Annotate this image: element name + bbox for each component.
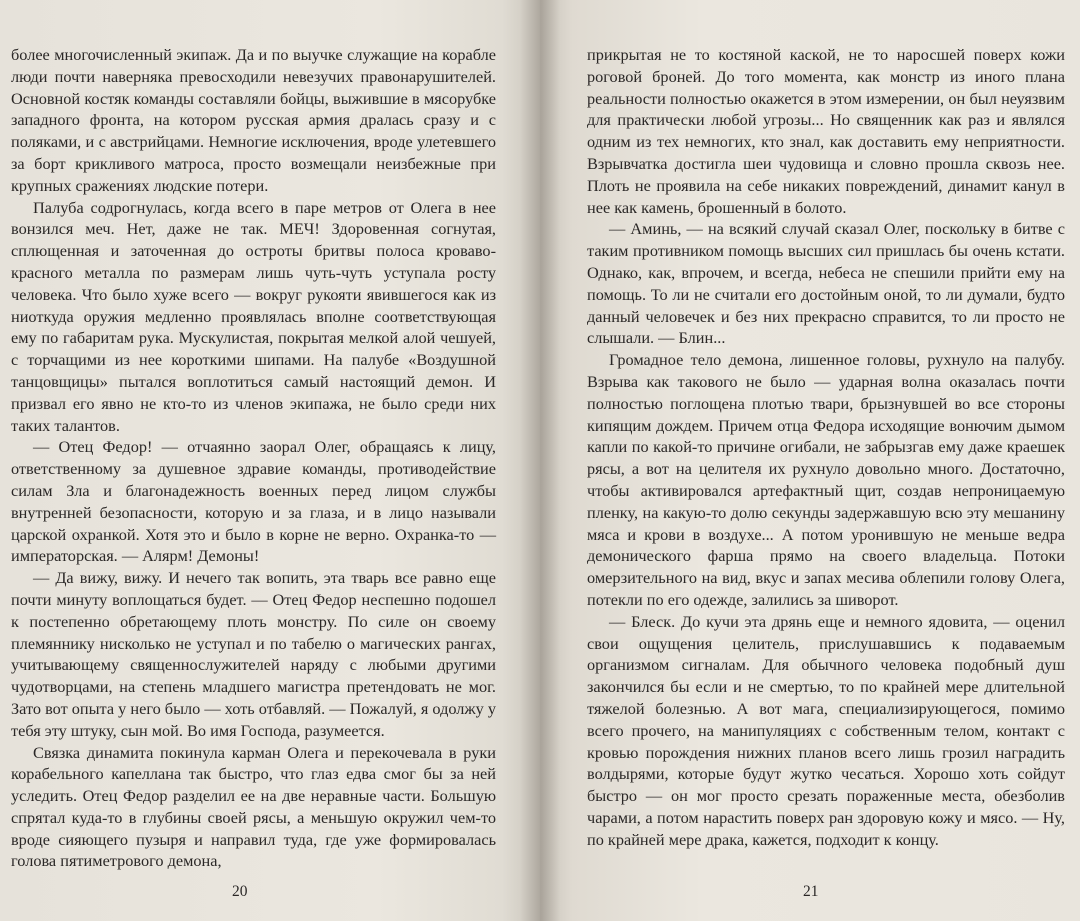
- right-page: [540, 0, 1080, 921]
- page-number-right: 21: [803, 883, 819, 900]
- paragraph: Громадное тело демона, лишенное головы, рухнуло на палубу. Взрыва как такового не было — ударная волна оказалась почти полностью поглощена плотью твари, брызнувшей во все стороны кипящим дождем. Причем отца Федора исходящие вонючим дымом капли по какой-то причине огибали, не забрызгав ему даже краешек рясы, а вот на целителя их рухнуло довольно много. Достаточно, чтобы активировался артефактный щит, создав непроницаемую пленку, на какую-то долю секунды задержавшую всю эту мешанину мяса и крови в воздухе... А потом уронившую не меньше ведра демонического фарша прямо на своего владельца. Потоки омерзительного на вид, вкус и запах месива облепили голову Олега, потекли по его одежде, залились за шиворот.: [587, 350, 1065, 609]
- paragraph: — Да вижу, вижу. И нечего так вопить, эта тварь все равно еще почти минуту воплощаться будет. — Отец Федор неспешно подошел к постепенно обретающему плоть монстру. По силе он своему племяннику нисколько не уступал и по табелю о магических рангах, учитывающему священнослужителей наряду с любыми другими чудотворцами, на степень младшего магистра претендовать не мог. Зато вот опыта у него было — хоть отбавляй. — Пожалуй, я одолжу у тебя эту штуку, сын мой. Во имя Господа, разумеется.: [11, 568, 497, 740]
- paragraph: прикрытая не то костяной каской, не то наросшей поверх кожи роговой броней. До того момента, как монстр из иного плана реальности полностью окажется в этом измерении, он был неуязвим для практически любой угрозы... Но священник как раз и являлся одним из тех немногих, кто знал, как доставить ему неприятности. Взрывчатка достигла шеи чудовища и словно прошла сквозь нее. Плоть не проявила на себе никаких повреждений, динамит канул в нее как камень, брошенный в болото.: [587, 45, 1065, 217]
- paragraph: Палуба содрогнулась, когда всего в паре метров от Олега в нее вонзился меч. Нет, даже не так. МЕЧ! Здоровенная согнутая, сплющенная и заточенная до остроты бритвы полоса кроваво-красного металла по размерам лишь чуть-чуть уступала росту человека. Что было хуже всего — вокруг рукояти явившегося как из ниоткуда оружия медленно проявлялась вполне соответствующая ему по габаритам рука. Мускулистая, покрытая мелкой алой чешуей, с торчащими из нее короткими шипами. На палубе «Воздушной танцовщицы» пытался воплотиться самый настоящий демон. И призвал его явно не кто-то из членов экипажа, не было среди них таких талантов.: [11, 197, 496, 435]
- paragraph: более многочисленный экипаж. Да и по выучке служащие на корабле люди почти наверняка превосходили невезучих правонарушителей. Основной костяк команды составляли бойцы, выжившие в мясорубке западного фронта, на котором русская армия дралась сразу и с поляками, и с австрийцами. Немногие исключения, вроде улетевшего за борт крикливого матроса, просто возмещали неизбежные при крупных сражениях людские потери.: [11, 45, 496, 195]
- page-number-left: 20: [232, 883, 248, 900]
- left-page-text: [11, 44, 496, 872]
- paragraph: Связка динамита покинула карман Олега и перекочевала в руки корабельного капеллана так быстро, что глаз едва смог бы за ней уследить. Отец Федор разделил ее на две неравные части. Большую спрятал куда-то в глубины своей рясы, а меньшую окружил чем-то вроде сияющего пузыря и направил туда, где уже формировалась голова пятиметрового демона,: [11, 742, 496, 871]
- paragraph: — Блеск. До кучи эта дрянь еще и немного ядовита, — оценил свои ощущения целитель, прислушавшись к подаваемым организмом сигналам. Для обычного человека подобный душ закончился бы если и не смертью, то по крайней мере длительной тяжелой болезнью. А вот мага, специализирующегося, помимо всего прочего, на манипуляциях с собственным телом, контакт с кровью порождения нижних планов всего лишь грозил наградить волдырями, которые будут жутко чесаться. Хорошо хоть сойдут быстро — он мог просто срезать пораженные места, обезболив чарами, а потом нарастить поверх ран здоровую кожу и мясо. — Ну, по крайней мере драка, кажется, подходит к концу.: [587, 611, 1065, 849]
- right-page-text: [587, 44, 1065, 850]
- paragraph: — Отец Федор! — отчаянно заорал Олег, обращаясь к лицу, ответственному за душевное здравие команды, противодействие силам Зла и благонадежность военных перед лицом службы внутренней безопасности, которую и за глаза, и в лицо называли царской охранкой. Хотя это и было в корне не верно. Охранка-то — императорская. — Алярм! Демоны!: [11, 437, 496, 566]
- paragraph: — Аминь, — на всякий случай сказал Олег, поскольку в битве с таким противником помощь высших сил пришлась бы очень кстати. Однако, как, впрочем, и всегда, небеса не спешили прийти ему на помощь. То ли не считали его достойным оной, то ли думали, будто данный человечек и без них прекрасно справится, то ли просто не слышали. — Блин...: [587, 219, 1065, 348]
